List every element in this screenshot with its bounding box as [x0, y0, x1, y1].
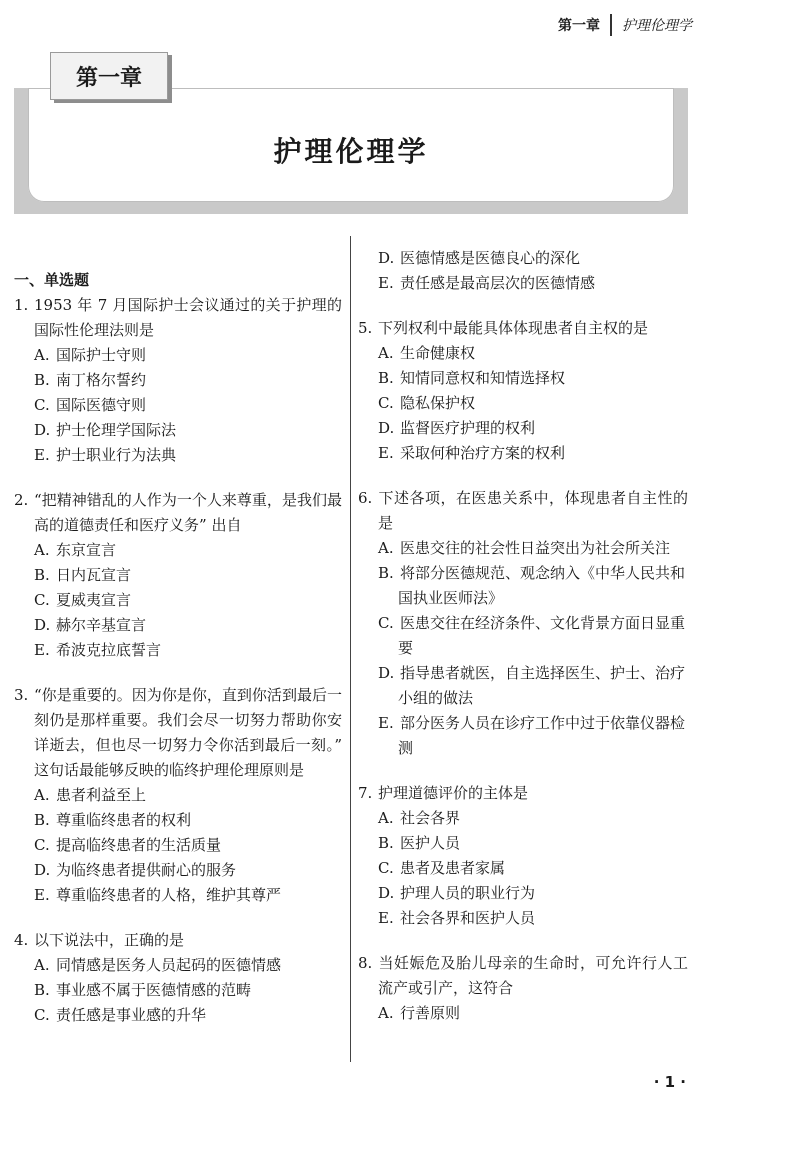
question-stem: [358, 316, 688, 341]
answer-option: [358, 856, 688, 881]
answer-option: [14, 393, 342, 418]
option-text: 部分医务人员在诊疗工作中过于依靠仪器检测: [398, 714, 686, 757]
answer-option: [14, 883, 342, 908]
option-text: 医患交往的社会性日益突出为社会所关注: [400, 539, 671, 557]
question-stem: [358, 486, 688, 536]
answer-option: [14, 638, 342, 663]
column-divider: [350, 236, 351, 1062]
question-text: “你是重要的。因为你是你，直到你活到最后一刻仍是那样重要。我们会尽一切努力帮助你安详逝去，但也尽一切努力令你活到最后一刻。” 这句话最能够反映的临终护理伦理原则是: [34, 686, 342, 779]
option-letter: A.: [34, 786, 50, 804]
option-text: 尊重临终患者的人格，维护其尊严: [56, 886, 282, 904]
answer-option: [358, 391, 688, 416]
answer-option: [358, 611, 688, 661]
answer-option: [14, 978, 342, 1003]
running-header: [558, 14, 692, 36]
answer-option: [14, 538, 342, 563]
option-letter: C.: [34, 591, 50, 609]
option-letter: C.: [378, 394, 394, 412]
answer-option: [358, 1001, 688, 1026]
option-letter: A.: [378, 539, 394, 557]
running-header-divider: [610, 14, 612, 36]
question-number: 5.: [358, 319, 373, 337]
running-header-title: 护理伦理学: [622, 18, 692, 34]
option-letter: A.: [34, 346, 50, 364]
answer-option: [358, 271, 688, 296]
answer-option: [14, 588, 342, 613]
option-text: 提高临终患者的生活质量: [56, 836, 222, 854]
option-letter: B.: [378, 369, 394, 387]
option-text: 医护人员: [400, 834, 461, 852]
option-text: 赫尔辛基宣言: [56, 616, 147, 634]
answer-option: [358, 441, 688, 466]
answer-option: [358, 831, 688, 856]
question-item: [358, 486, 688, 761]
option-letter: E.: [378, 909, 394, 927]
question-text: 1953 年 7 月国际护士会议通过的关于护理的国际性伦理法则是: [34, 296, 342, 339]
answer-option: [358, 661, 688, 711]
option-text: 行善原则: [400, 1004, 461, 1022]
answer-option: [358, 711, 688, 761]
option-text: 尊重临终患者的权利: [56, 811, 192, 829]
option-text: 事业感不属于医德情感的范畴: [56, 981, 252, 999]
option-letter: A.: [34, 956, 50, 974]
answer-option: [14, 808, 342, 833]
question-item: [358, 316, 688, 466]
option-text: 将部分医德规范、观念纳入《中华人民共和国执业医师法》: [398, 564, 686, 607]
answer-option: [14, 858, 342, 883]
answer-option: [14, 343, 342, 368]
option-text: 护士职业行为法典: [56, 446, 177, 464]
answer-option: [358, 536, 688, 561]
answer-option: [358, 906, 688, 931]
answer-option: [14, 833, 342, 858]
answer-option: [358, 246, 688, 271]
answer-option: [14, 783, 342, 808]
left-column: [14, 246, 342, 1048]
answer-option: [14, 368, 342, 393]
option-letter: E.: [34, 446, 50, 464]
question-text: 下述各项，在医患关系中，体现患者自主性的是: [378, 489, 688, 532]
option-text: 隐私保护权: [400, 394, 476, 412]
option-text: 同情感是医务人员起码的医德情感: [56, 956, 282, 974]
option-text: 医患交往在经济条件、文化背景方面日显重要: [398, 614, 686, 657]
option-letter: D.: [378, 664, 395, 682]
answer-option: [358, 341, 688, 366]
question-text: 护理道德评价的主体是: [378, 784, 529, 802]
chapter-banner: [14, 88, 688, 214]
answer-option: [14, 953, 342, 978]
option-letter: C.: [34, 396, 50, 414]
option-text: 东京宣言: [56, 541, 117, 559]
question-item: [14, 683, 342, 908]
question-stem: [14, 683, 342, 783]
option-text: 患者及患者家属: [400, 859, 506, 877]
option-text: 护士伦理学国际法: [56, 421, 177, 439]
option-text: 指导患者就医，自主选择医生、护士、治疗小组的做法: [398, 664, 686, 707]
option-text: 国际护士守则: [56, 346, 147, 364]
question-text: 以下说法中，正确的是: [34, 931, 185, 949]
option-text: 社会各界和医护人员: [400, 909, 536, 927]
option-text: 知情同意权和知情选择权: [400, 369, 566, 387]
question-stem: [14, 928, 342, 953]
answer-option: [14, 563, 342, 588]
option-letter: B.: [34, 566, 50, 584]
question-item: [14, 928, 342, 1028]
question-number: 8.: [358, 954, 373, 972]
chapter-title: 护理伦理学: [273, 135, 429, 168]
question-number: 3.: [14, 686, 29, 704]
question-stem: [14, 293, 342, 343]
answer-option: [14, 1003, 342, 1028]
continued-options: [358, 246, 688, 296]
option-letter: A.: [378, 809, 394, 827]
right-question-list: [358, 316, 688, 1026]
option-letter: D.: [34, 861, 51, 879]
option-text: 生命健康权: [400, 344, 476, 362]
option-letter: D.: [378, 419, 395, 437]
option-letter: B.: [34, 981, 50, 999]
option-text: 医德情感是医德良心的深化: [400, 249, 581, 267]
option-letter: A.: [378, 1004, 394, 1022]
option-letter: B.: [34, 811, 50, 829]
option-text: 责任感是最高层次的医德情感: [400, 274, 596, 292]
question-item: [14, 293, 342, 468]
option-letter: B.: [378, 564, 394, 582]
option-letter: D.: [378, 249, 395, 267]
option-letter: E.: [34, 641, 50, 659]
question-stem: [14, 488, 342, 538]
option-letter: A.: [34, 541, 50, 559]
section-title: 一、单选题: [14, 271, 90, 289]
chapter-banner-panel: [28, 88, 674, 202]
answer-option: [358, 806, 688, 831]
right-column: [358, 246, 688, 1046]
answer-option: [358, 561, 688, 611]
option-letter: D.: [378, 884, 395, 902]
option-text: 护理人员的职业行为: [400, 884, 536, 902]
answer-option: [14, 443, 342, 468]
question-text: 下列权利中最能具体体现患者自主权的是: [378, 319, 649, 337]
option-letter: C.: [34, 1006, 50, 1024]
option-letter: E.: [378, 444, 394, 462]
option-text: 为临终患者提供耐心的服务: [56, 861, 237, 879]
answer-option: [358, 366, 688, 391]
option-letter: D.: [34, 421, 51, 439]
chapter-tab: 第一章: [50, 52, 168, 100]
question-stem: [358, 781, 688, 806]
question-number: 2.: [14, 491, 29, 509]
option-text: 日内瓦宣言: [56, 566, 132, 584]
question-number: 7.: [358, 784, 373, 802]
option-letter: D.: [34, 616, 51, 634]
answer-option: [358, 416, 688, 441]
option-text: 国际医德守则: [56, 396, 147, 414]
option-letter: B.: [378, 834, 394, 852]
question-item: [14, 488, 342, 663]
option-letter: C.: [378, 859, 394, 877]
question-number: 1.: [14, 296, 29, 314]
left-question-list: [14, 293, 342, 1028]
page-number: · 1 ·: [653, 1073, 686, 1091]
option-letter: E.: [34, 886, 50, 904]
option-letter: C.: [378, 614, 394, 632]
answer-option: [358, 881, 688, 906]
option-letter: E.: [378, 714, 394, 732]
answer-option: [14, 418, 342, 443]
question-number: 6.: [358, 489, 373, 507]
option-text: 希波克拉底誓言: [56, 641, 162, 659]
question-text: 当妊娠危及胎儿母亲的生命时，可允许行人工流产或引产，这符合: [378, 954, 688, 997]
option-text: 社会各界: [400, 809, 461, 827]
option-letter: C.: [34, 836, 50, 854]
answer-option: [14, 613, 342, 638]
running-header-chapter: 第一章: [558, 18, 600, 34]
question-text: “把精神错乱的人作为一个人来尊重，是我们最高的道德责任和医疗义务” 出自: [34, 491, 342, 534]
option-text: 责任感是事业感的升华: [56, 1006, 207, 1024]
question-item: [358, 951, 688, 1026]
question-stem: [358, 951, 688, 1001]
option-letter: B.: [34, 371, 50, 389]
option-letter: A.: [378, 344, 394, 362]
option-text: 监督医疗护理的权利: [400, 419, 536, 437]
option-text: 患者利益至上: [56, 786, 147, 804]
option-text: 南丁格尔誓约: [56, 371, 147, 389]
option-letter: E.: [378, 274, 394, 292]
question-number: 4.: [14, 931, 29, 949]
question-item: [358, 781, 688, 931]
option-text: 夏威夷宣言: [56, 591, 132, 609]
option-text: 采取何种治疗方案的权利: [400, 444, 566, 462]
